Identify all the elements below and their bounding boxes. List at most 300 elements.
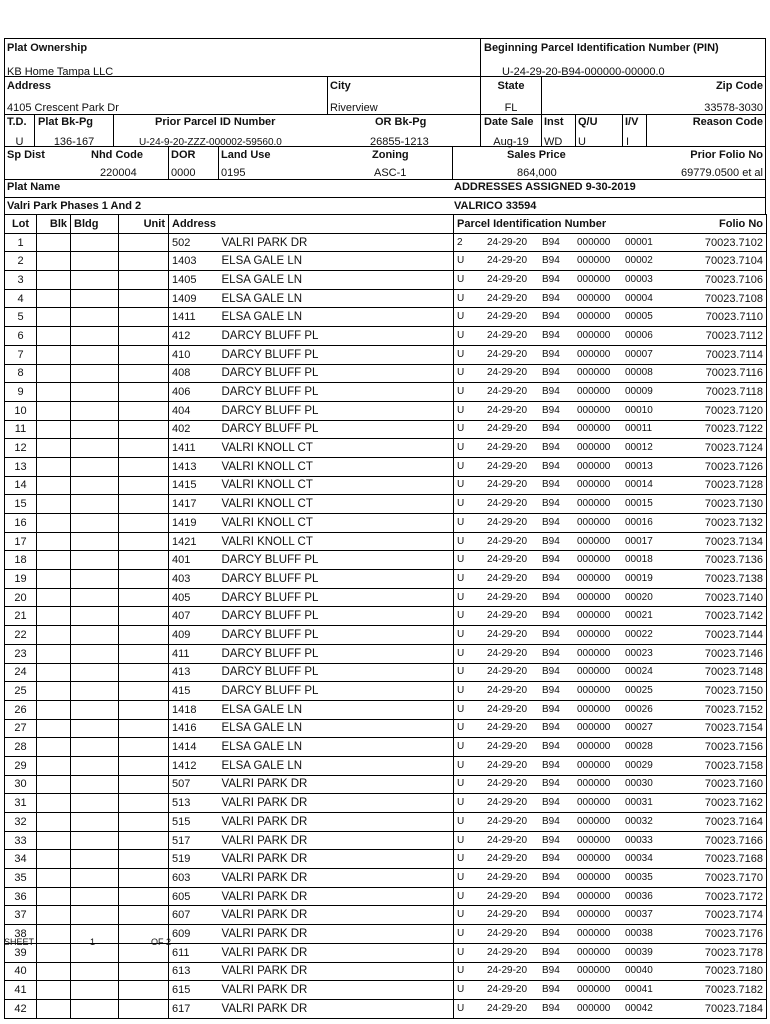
house-number: 1414 <box>169 738 219 757</box>
table-row <box>5 364 767 383</box>
pin-lot: 00035 <box>625 871 653 883</box>
house-number: 519 <box>169 850 219 869</box>
lot-cell: 2 <box>5 252 37 271</box>
street-name: ELSA GALE LN <box>219 700 454 719</box>
pin-subdivision: B94 <box>542 423 560 435</box>
blk-cell <box>37 252 71 271</box>
folio-number: 70023.7116 <box>705 367 763 380</box>
unit-cell <box>119 869 169 888</box>
pin-block: 000000 <box>577 572 611 584</box>
blk-cell <box>37 457 71 476</box>
pin-prefix: U <box>457 311 465 323</box>
pin-subdivision: B94 <box>542 965 560 977</box>
pin-cell <box>454 962 767 981</box>
unit-cell <box>119 663 169 682</box>
house-number: 517 <box>169 831 219 850</box>
pin-block: 000000 <box>577 797 611 809</box>
pin-lot: 00036 <box>625 890 653 902</box>
folio-number: 70023.7108 <box>704 292 763 305</box>
unit-cell <box>119 962 169 981</box>
bldg-cell <box>71 439 119 458</box>
bldg-cell <box>71 700 119 719</box>
pin-label: Beginning Parcel Identification Number (PIN) <box>484 42 719 54</box>
folio-number: 70023.7156 <box>704 741 763 754</box>
pin-block: 000000 <box>577 292 611 304</box>
unit-cell <box>119 457 169 476</box>
lot-cell: 12 <box>5 439 37 458</box>
house-number: 613 <box>169 962 219 981</box>
house-number: 403 <box>169 570 219 589</box>
pin-prefix: U <box>457 591 465 603</box>
pin-section: 24-29-20 <box>487 329 528 341</box>
table-row <box>5 551 767 570</box>
folio-number: 70023.7162 <box>704 797 763 810</box>
pin-subdivision: B94 <box>542 741 560 753</box>
pin-section: 24-29-20 <box>487 834 528 846</box>
land-use-value: 0195 <box>221 167 246 179</box>
lot-cell: 9 <box>5 383 37 402</box>
house-number: 412 <box>169 327 219 346</box>
pin-lot: 00038 <box>625 927 653 939</box>
pin-lot: 00007 <box>625 348 653 360</box>
bldg-cell <box>71 794 119 813</box>
pin-block: 000000 <box>577 236 611 248</box>
house-number: 406 <box>169 383 219 402</box>
lot-cell: 16 <box>5 514 37 533</box>
blk-cell <box>37 700 71 719</box>
land-use-label: Land Use <box>221 149 271 161</box>
blk-cell <box>37 345 71 364</box>
pin-block: 000000 <box>577 591 611 603</box>
folio-number: 70023.7182 <box>704 984 763 997</box>
pin-subdivision: B94 <box>542 292 560 304</box>
bldg-cell <box>71 738 119 757</box>
house-number: 404 <box>169 401 219 420</box>
pin-block: 000000 <box>577 853 611 865</box>
lot-cell: 24 <box>5 663 37 682</box>
pin-cell <box>454 457 767 476</box>
blk-cell <box>37 831 71 850</box>
pin-cell <box>454 401 767 420</box>
street-name: VALRI PARK DR <box>219 887 454 906</box>
street-name: ELSA GALE LN <box>219 719 454 738</box>
unit-cell <box>119 588 169 607</box>
pin-section: 24-29-20 <box>487 685 528 697</box>
unit-cell <box>119 289 169 308</box>
blk-cell <box>37 756 71 775</box>
bldg-cell <box>71 476 119 495</box>
street-name: DARCY BLUFF PL <box>219 570 454 589</box>
pin-block: 000000 <box>577 498 611 510</box>
pin-section: 24-29-20 <box>487 703 528 715</box>
lot-cell: 32 <box>5 813 37 832</box>
folio-number: 70023.7172 <box>704 890 763 903</box>
table-row <box>5 644 767 663</box>
house-number: 617 <box>169 999 219 1018</box>
house-number: 1418 <box>169 700 219 719</box>
table-row <box>5 457 767 476</box>
folio-number: 70023.7106 <box>704 273 763 286</box>
pin-section: 24-29-20 <box>487 628 528 640</box>
folio-number: 70023.7102 <box>704 236 763 249</box>
pin-section: 24-29-20 <box>487 404 528 416</box>
prior-folio-label: Prior Folio No <box>690 149 763 161</box>
pin-subdivision: B94 <box>542 647 560 659</box>
unit-cell <box>119 420 169 439</box>
pin-cell <box>454 663 767 682</box>
bldg-cell <box>71 495 119 514</box>
unit-cell <box>119 532 169 551</box>
street-name: VALRI KNOLL CT <box>219 532 454 551</box>
lot-cell: 33 <box>5 831 37 850</box>
pin-section: 24-29-20 <box>487 479 528 491</box>
pin-cell <box>454 289 767 308</box>
pin-block: 000000 <box>577 927 611 939</box>
bldg-cell <box>71 457 119 476</box>
bldg-cell <box>71 981 119 1000</box>
house-number: 1415 <box>169 476 219 495</box>
pin-cell <box>454 383 767 402</box>
pin-cell <box>454 775 767 794</box>
pin-subdivision: B94 <box>542 311 560 323</box>
pin-lot: 00018 <box>625 554 653 566</box>
pin-prefix: 2 <box>457 236 463 248</box>
street-name: ELSA GALE LN <box>219 738 454 757</box>
lot-cell: 14 <box>5 476 37 495</box>
pin-subdivision: B94 <box>542 273 560 285</box>
blk-cell <box>37 999 71 1018</box>
bldg-cell <box>71 551 119 570</box>
pin-cell <box>454 981 767 1000</box>
pin-subdivision: B94 <box>542 890 560 902</box>
house-number: 413 <box>169 663 219 682</box>
pin-block: 000000 <box>577 1002 611 1014</box>
pin-subdivision: B94 <box>542 984 560 996</box>
folio-number: 70023.7118 <box>705 386 763 399</box>
bldg-cell <box>71 607 119 626</box>
pin-subdivision: B94 <box>542 909 560 921</box>
unit-cell <box>119 514 169 533</box>
bldg-cell <box>71 999 119 1018</box>
pin-subdivision: B94 <box>542 255 560 267</box>
owner-name: KB Home Tampa LLC <box>7 66 114 78</box>
blk-cell <box>37 551 71 570</box>
blk-cell <box>37 775 71 794</box>
lot-cell: 41 <box>5 981 37 1000</box>
iv-label: I/V <box>625 116 639 128</box>
street-name: ELSA GALE LN <box>219 271 454 290</box>
pin-prefix: U <box>457 479 465 491</box>
blk-cell <box>37 532 71 551</box>
lot-cell: 6 <box>5 327 37 346</box>
house-number: 405 <box>169 588 219 607</box>
folio-number: 70023.7136 <box>704 554 763 567</box>
pin-section: 24-29-20 <box>487 348 528 360</box>
td-value: U <box>15 136 24 148</box>
sales-price-value: 864,000 <box>517 167 557 179</box>
blk-cell <box>37 364 71 383</box>
folio-number: 70023.7180 <box>704 965 763 978</box>
pin-prefix: U <box>457 927 465 939</box>
street-name: DARCY BLUFF PL <box>219 663 454 682</box>
house-number: 409 <box>169 626 219 645</box>
table-row <box>5 626 767 645</box>
street-name: VALRI PARK DR <box>219 925 454 944</box>
bldg-cell <box>71 719 119 738</box>
blk-cell <box>37 906 71 925</box>
pin-cell <box>454 869 767 888</box>
folio-number: 70023.7168 <box>704 853 763 866</box>
pin-subdivision: B94 <box>542 797 560 809</box>
table-row <box>5 831 767 850</box>
street-name: ELSA GALE LN <box>219 756 454 775</box>
house-number: 408 <box>169 364 219 383</box>
col-address: Address <box>169 215 454 234</box>
blk-cell <box>37 233 71 252</box>
pin-lot: 00017 <box>625 535 653 547</box>
folio-number: 70023.7144 <box>704 628 763 641</box>
pin-cell <box>454 682 767 701</box>
pin-prefix: U <box>457 610 465 622</box>
blk-cell <box>37 794 71 813</box>
blk-cell <box>37 514 71 533</box>
house-number: 507 <box>169 775 219 794</box>
bldg-cell <box>71 327 119 346</box>
bldg-cell <box>71 308 119 327</box>
pin-lot: 00026 <box>625 703 653 715</box>
pin-cell <box>454 271 767 290</box>
folio-number: 70023.7112 <box>705 329 763 342</box>
or-bkpg-label: OR Bk-Pg <box>375 116 427 128</box>
house-number: 1412 <box>169 756 219 775</box>
sp-dist-label: Sp Dist <box>7 149 45 161</box>
pin-prefix: U <box>457 535 465 547</box>
lot-cell: 35 <box>5 869 37 888</box>
bldg-cell <box>71 420 119 439</box>
pin-block: 000000 <box>577 255 611 267</box>
blk-cell <box>37 887 71 906</box>
table-row <box>5 514 767 533</box>
pin-cell <box>454 925 767 944</box>
pin-section: 24-29-20 <box>487 292 528 304</box>
unit-cell <box>119 626 169 645</box>
pin-lot: 00039 <box>625 946 653 958</box>
pin-prefix: U <box>457 965 465 977</box>
unit-cell <box>119 364 169 383</box>
table-row <box>5 869 767 888</box>
lot-cell: 7 <box>5 345 37 364</box>
folio-number: 70023.7160 <box>704 778 763 791</box>
unit-cell <box>119 383 169 402</box>
street-name: VALRI PARK DR <box>219 794 454 813</box>
table-row <box>5 700 767 719</box>
pin-cell <box>454 626 767 645</box>
street-name: DARCY BLUFF PL <box>219 551 454 570</box>
pin-lot: 00042 <box>625 1002 653 1014</box>
date-sale-value: Aug-19 <box>493 136 529 148</box>
street-name: VALRI PARK DR <box>219 999 454 1018</box>
lot-cell: 3 <box>5 271 37 290</box>
table-row <box>5 999 767 1018</box>
pin-section: 24-29-20 <box>487 236 528 248</box>
pin-prefix: U <box>457 890 465 902</box>
blk-cell <box>37 383 71 402</box>
pin-lot: 00024 <box>625 666 653 678</box>
pin-lot: 00034 <box>625 853 653 865</box>
pin-lot: 00032 <box>625 815 653 827</box>
plat-sheet <box>4 38 766 1019</box>
pin-prefix: U <box>457 386 465 398</box>
blk-cell <box>37 813 71 832</box>
pin-lot: 00027 <box>625 722 653 734</box>
pin-prefix: U <box>457 722 465 734</box>
pin-block: 000000 <box>577 628 611 640</box>
house-number: 1409 <box>169 289 219 308</box>
pin-section: 24-29-20 <box>487 797 528 809</box>
street-name: ELSA GALE LN <box>219 308 454 327</box>
pin-section: 24-29-20 <box>487 871 528 883</box>
inst-value: WD <box>544 136 563 148</box>
folio-number: 70023.7152 <box>704 703 763 716</box>
header-block <box>4 38 766 198</box>
blk-cell <box>37 962 71 981</box>
blk-cell <box>37 588 71 607</box>
house-number: 1413 <box>169 457 219 476</box>
pin-subdivision: B94 <box>542 834 560 846</box>
street-name: VALRI PARK DR <box>219 850 454 869</box>
pin-block: 000000 <box>577 815 611 827</box>
dor-value: 0000 <box>171 167 196 179</box>
pin-section: 24-29-20 <box>487 442 528 454</box>
street-name: DARCY BLUFF PL <box>219 327 454 346</box>
unit-cell <box>119 233 169 252</box>
pin-prefix: U <box>457 292 465 304</box>
table-row <box>5 962 767 981</box>
bldg-cell <box>71 345 119 364</box>
pin-section: 24-29-20 <box>487 591 528 603</box>
unit-cell <box>119 813 169 832</box>
lot-cell: 26 <box>5 700 37 719</box>
plat-bkpg-label: Plat Bk-Pg <box>38 116 94 128</box>
pin-section: 24-29-20 <box>487 498 528 510</box>
pin-prefix: U <box>457 984 465 996</box>
pin-cell <box>454 570 767 589</box>
pin-prefix: U <box>457 815 465 827</box>
house-number: 407 <box>169 607 219 626</box>
pin-cell <box>454 831 767 850</box>
pin-cell <box>454 738 767 757</box>
address-label: Address <box>7 80 52 92</box>
zoning-value: ASC-1 <box>374 167 407 179</box>
pin-section: 24-29-20 <box>487 386 528 398</box>
pin-section: 24-29-20 <box>487 927 528 939</box>
pin-subdivision: B94 <box>542 666 560 678</box>
pin-subdivision: B94 <box>542 479 560 491</box>
pin-prefix: U <box>457 404 465 416</box>
table-row <box>5 289 767 308</box>
pin-block: 000000 <box>577 685 611 697</box>
bldg-cell <box>71 271 119 290</box>
bldg-cell <box>71 663 119 682</box>
lot-cell: 23 <box>5 644 37 663</box>
pin-block: 000000 <box>577 778 611 790</box>
plat-name-row <box>4 198 766 214</box>
pin-lot: 00013 <box>625 460 653 472</box>
folio-number: 70023.7114 <box>705 348 763 361</box>
pin-section: 24-29-20 <box>487 572 528 584</box>
table-row <box>5 981 767 1000</box>
folio-number: 70023.7132 <box>704 516 763 529</box>
pin-section: 24-29-20 <box>487 666 528 678</box>
pin-lot: 00021 <box>625 610 653 622</box>
beginning-pin: U-24-29-20-B94-000000-00000.0 <box>502 66 665 78</box>
lot-cell: 31 <box>5 794 37 813</box>
pin-subdivision: B94 <box>542 628 560 640</box>
nhd-code-value: 220004 <box>100 167 137 179</box>
pin-subdivision: B94 <box>542 554 560 566</box>
blk-cell <box>37 943 71 962</box>
unit-cell <box>119 775 169 794</box>
house-number: 1403 <box>169 252 219 271</box>
pin-lot: 00019 <box>625 572 653 584</box>
folio-number: 70023.7150 <box>704 685 763 698</box>
pin-subdivision: B94 <box>542 386 560 398</box>
unit-cell <box>119 700 169 719</box>
table-row <box>5 401 767 420</box>
bldg-cell <box>71 252 119 271</box>
lot-cell: 22 <box>5 626 37 645</box>
table-row <box>5 738 767 757</box>
blk-cell <box>37 420 71 439</box>
unit-cell <box>119 308 169 327</box>
pin-section: 24-29-20 <box>487 778 528 790</box>
house-number: 1405 <box>169 271 219 290</box>
street-name: DARCY BLUFF PL <box>219 588 454 607</box>
street-name: VALRI PARK DR <box>219 233 454 252</box>
col-folio: Folio No <box>719 217 763 230</box>
unit-cell <box>119 271 169 290</box>
street-name: VALRI KNOLL CT <box>219 514 454 533</box>
street-name: DARCY BLUFF PL <box>219 420 454 439</box>
pin-subdivision: B94 <box>542 442 560 454</box>
lot-cell: 37 <box>5 906 37 925</box>
table-row <box>5 570 767 589</box>
bldg-cell <box>71 383 119 402</box>
street-name: DARCY BLUFF PL <box>219 644 454 663</box>
pin-lot: 00008 <box>625 367 653 379</box>
zip-label: Zip Code <box>715 80 763 92</box>
street-name: VALRI KNOLL CT <box>219 495 454 514</box>
house-number: 607 <box>169 906 219 925</box>
pin-subdivision: B94 <box>542 946 560 958</box>
house-number: 609 <box>169 925 219 944</box>
pin-subdivision: B94 <box>542 498 560 510</box>
pin-prefix: U <box>457 946 465 958</box>
blk-cell <box>37 271 71 290</box>
folio-number: 70023.7122 <box>704 423 763 436</box>
folio-number: 70023.7134 <box>704 535 763 548</box>
sheet-of: OF 2 <box>151 937 172 947</box>
pin-subdivision: B94 <box>542 367 560 379</box>
pin-cell <box>454 327 767 346</box>
bldg-cell <box>71 570 119 589</box>
pin-lot: 00011 <box>625 423 653 435</box>
pin-lot: 00015 <box>625 498 653 510</box>
table-row <box>5 308 767 327</box>
nhd-code-label: Nhd Code <box>91 149 143 161</box>
pin-block: 000000 <box>577 479 611 491</box>
plat-bkpg-value: 136-167 <box>53 136 95 148</box>
